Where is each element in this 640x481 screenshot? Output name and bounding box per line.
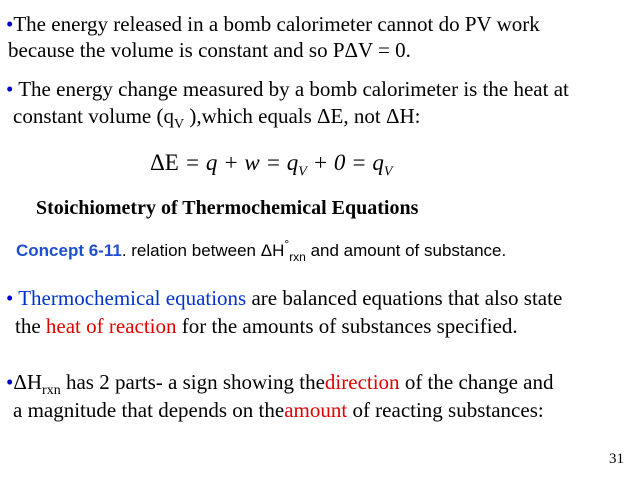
concept-superscript: ° <box>284 237 290 251</box>
concept-subscript: rxn <box>289 250 306 264</box>
page-number: 31 <box>609 451 624 467</box>
equation-part2: + 0 = q <box>306 150 384 175</box>
para1-line2 <box>8 38 411 62</box>
para3-text1: are balanced equations that also state <box>246 286 563 310</box>
para4-text3-pre: a magnitude that depends on the <box>13 398 285 422</box>
para2-line1 <box>6 77 569 101</box>
equation-lhs: ΔE <box>150 150 179 175</box>
para3-highlight1: Thermochemical equations <box>18 286 247 310</box>
para3-line1 <box>6 286 562 310</box>
para4-text3-post: of reacting substances: <box>347 398 544 422</box>
para2-subscript: V <box>173 117 185 132</box>
equation <box>150 150 392 181</box>
bullet-icon: • <box>6 12 14 36</box>
para3-text2-post: for the amounts of substances specified. <box>176 314 518 338</box>
para2-text2-pre: constant volume (q <box>13 104 174 128</box>
section-heading: Stoichiometry of Thermochemical Equations <box>36 197 419 219</box>
para4-text1: has 2 parts- a sign showing the <box>60 370 325 394</box>
para2-line2 <box>13 104 420 132</box>
para4-delta-h: ΔH <box>13 370 43 394</box>
para4-highlight1: direction <box>324 370 400 394</box>
concept-text-pre: . relation between ΔH <box>121 241 285 260</box>
concept-text-post: and amount of substance. <box>305 241 507 260</box>
para2-text2-post: ),which equals ΔE, not ΔH: <box>184 104 421 128</box>
concept-line <box>16 237 507 264</box>
para3-highlight2: heat of reaction <box>45 314 177 338</box>
concept-label: Concept 6-11 <box>16 241 122 260</box>
para1-text1: The energy released in a bomb calorimeter cannot do PV work <box>13 12 540 36</box>
bullet-icon: • <box>6 286 14 310</box>
para3-line2 <box>15 314 518 338</box>
para4-text2: of the change and <box>399 370 554 394</box>
para2-text1: The energy change measured by a bomb calorimeter is the heat at <box>18 77 569 101</box>
equation-sub1: V <box>298 164 307 180</box>
para1-line1 <box>6 12 540 36</box>
equation-sub2: V <box>383 164 393 180</box>
para4-line1 <box>6 370 554 398</box>
equation-part1: = q + w = q <box>178 150 299 175</box>
para1-text2: because the volume is constant and so PΔV = 0. <box>8 38 411 62</box>
para4-line2 <box>13 398 544 422</box>
para4-subscript: rxn <box>42 383 61 398</box>
para3-text2-pre: the <box>15 314 46 338</box>
bullet-icon: • <box>6 370 14 394</box>
para4-highlight2: amount <box>284 398 348 422</box>
bullet-icon: • <box>6 77 14 101</box>
